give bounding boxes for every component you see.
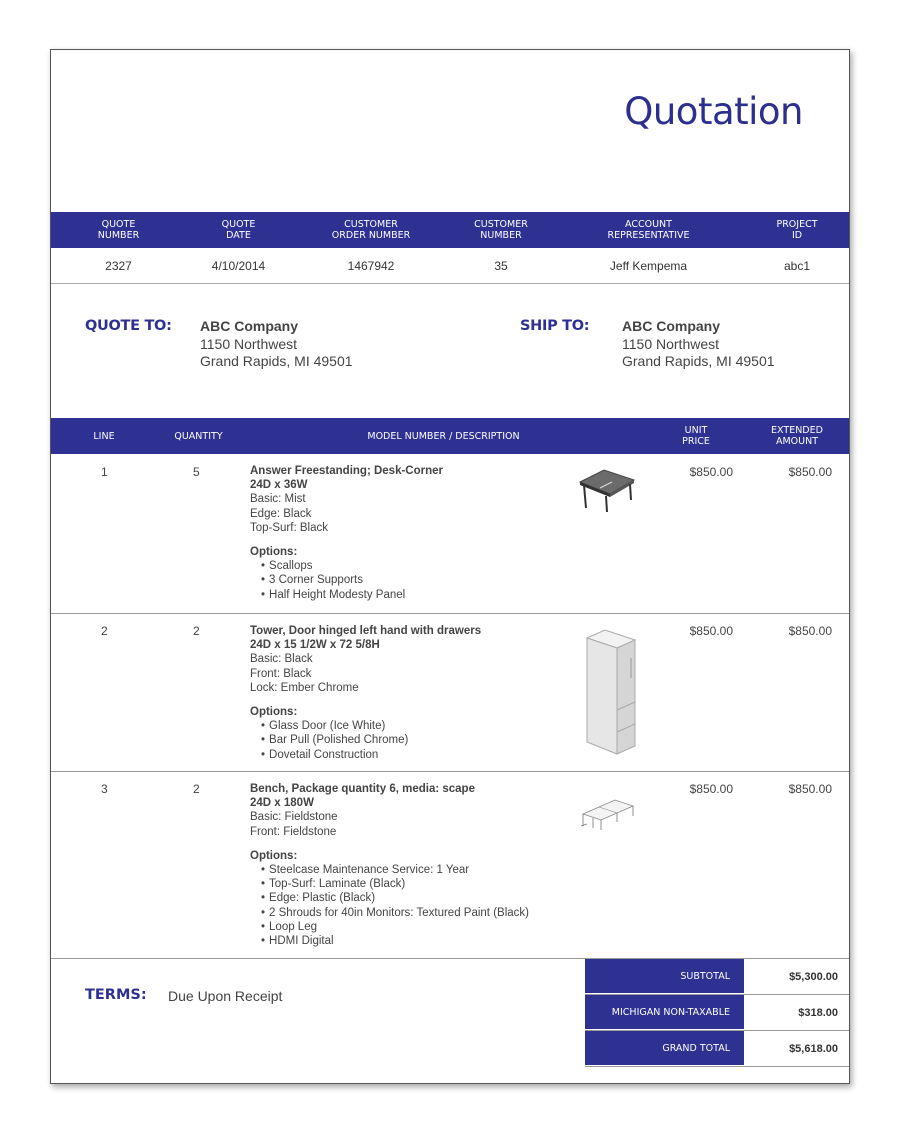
item-size: 24D x 15 1/2W x 72 5/8H — [250, 639, 380, 652]
unit-price: $850.00 — [689, 624, 733, 638]
col-quote-number: QUOTE NUMBER — [97, 219, 140, 241]
tax-value: $318.00 — [798, 1006, 838, 1019]
ship-to-street: 1150 Northwest — [622, 335, 720, 352]
item-spec: Basic: Black — [250, 653, 313, 666]
item-spec: Basic: Fieldstone — [250, 811, 338, 824]
option-item: • Top-Surf: Laminate (Black) — [261, 877, 529, 891]
tax-row — [585, 995, 849, 1031]
line-number: 1 — [101, 465, 108, 479]
quote-to-street: 1150 Northwest — [200, 335, 298, 352]
option-item: • Edge: Plastic (Black) — [261, 891, 529, 905]
extended-amount: $850.00 — [788, 624, 832, 638]
ship-to-city: Grand Rapids, MI 49501 — [622, 353, 775, 369]
quote-date-value: 4/10/2014 — [211, 258, 266, 273]
extended-amount: $850.00 — [788, 465, 832, 479]
col-description: MODEL NUMBER / DESCRIPTION — [367, 430, 520, 442]
col-quote-date: QUOTE DATE — [221, 219, 256, 241]
options-label: Options: — [250, 546, 298, 559]
option-item: • Glass Door (Ice White) — [261, 719, 481, 733]
grand-total-value: $5,618.00 — [789, 1042, 838, 1055]
subtotal-value: $5,300.00 — [789, 970, 838, 983]
option-item: • Steelcase Maintenance Service: 1 Year — [261, 863, 529, 877]
item-size: 24D x 36W — [250, 479, 308, 492]
line-number: 3 — [101, 782, 108, 796]
account-representative-value: Jeff Kempema — [609, 258, 688, 273]
subtotal-row — [585, 959, 849, 995]
option-item: • Loop Leg — [261, 920, 529, 934]
terms-label: TERMS: — [85, 987, 147, 1003]
option-item: • 3 Corner Supports — [261, 573, 443, 587]
items-header-bar — [51, 418, 849, 454]
line-quantity: 2 — [193, 782, 200, 796]
quote-to-city: Grand Rapids, MI 49501 — [200, 353, 353, 369]
item-spec: Edge: Black — [250, 507, 312, 520]
line-quantity: 5 — [193, 465, 200, 479]
col-unit-price: UNIT PRICE — [682, 425, 710, 447]
col-quantity: QUANTITY — [174, 430, 223, 442]
item-spec: Front: Black — [250, 667, 312, 680]
line-number: 2 — [101, 624, 108, 638]
quote-header-values — [51, 248, 849, 284]
page-title: Quotation — [624, 90, 803, 133]
option-item: • Bar Pull (Polished Chrome) — [261, 733, 481, 747]
subtotal-label: SUBTOTAL — [585, 959, 744, 994]
totals-table — [585, 959, 849, 1067]
project-id-value: abc1 — [783, 258, 811, 273]
col-account-representative: ACCOUNT REPRESENTATIVE — [607, 219, 690, 241]
item-size: 24D x 180W — [250, 797, 314, 810]
quote-header-bar — [51, 212, 849, 248]
col-extended-amount: EXTENDED AMOUNT — [771, 425, 823, 447]
options-list — [250, 863, 529, 948]
line-description — [250, 624, 481, 762]
customer-number-value: 35 — [494, 258, 508, 273]
quote-number-value: 2327 — [105, 258, 132, 273]
option-item: • HDMI Digital — [261, 934, 529, 948]
quote-to-address — [200, 318, 353, 371]
grand-total-row — [585, 1031, 849, 1067]
item-spec: Top-Surf: Black — [250, 521, 328, 534]
quote-to-label: QUOTE TO: — [85, 318, 172, 334]
options-label: Options: — [250, 849, 298, 862]
option-item: • Scallops — [261, 559, 443, 573]
options-list — [250, 719, 481, 762]
bench-image — [579, 796, 635, 832]
line-item — [51, 772, 849, 959]
options-label: Options: — [250, 706, 298, 719]
item-title: Tower, Door hinged left hand with drawers — [250, 625, 482, 637]
col-project-id: PROJECT ID — [776, 219, 818, 241]
tower-cabinet-image — [583, 628, 637, 760]
tax-label: MICHIGAN NON-TAXABLE — [585, 995, 744, 1030]
line-description — [250, 782, 529, 948]
quotation-document — [50, 49, 850, 1084]
grand-total-label: GRAND TOTAL — [585, 1031, 744, 1066]
item-spec: Front: Fieldstone — [250, 825, 337, 838]
quote-to-name: ABC Company — [200, 318, 299, 334]
col-customer-number: CUSTOMER NUMBER — [474, 219, 528, 241]
customer-order-number-value: 1467942 — [347, 258, 395, 273]
item-spec: Lock: Ember Chrome — [250, 681, 359, 694]
line-item — [51, 454, 849, 614]
item-title: Answer Freestanding; Desk-Corner — [250, 465, 443, 477]
unit-price: $850.00 — [689, 782, 733, 796]
col-line: LINE — [93, 430, 115, 442]
ship-to-name: ABC Company — [622, 318, 721, 334]
col-customer-order-number: CUSTOMER ORDER NUMBER — [331, 219, 411, 241]
line-quantity: 2 — [193, 624, 200, 638]
item-title: Bench, Package quantity 6, media: scape — [250, 783, 475, 795]
line-item — [51, 614, 849, 772]
ship-to-address — [622, 318, 775, 371]
terms-value: Due Upon Receipt — [168, 988, 283, 1004]
desk-corner-image — [576, 462, 638, 514]
extended-amount: $850.00 — [788, 782, 832, 796]
item-spec: Basic: Mist — [250, 493, 306, 506]
ship-to-label: SHIP TO: — [520, 318, 590, 334]
line-description — [250, 464, 443, 602]
option-item: • 2 Shrouds for 40in Monitors: Textured Paint (Black) — [261, 906, 529, 920]
options-list — [250, 559, 443, 602]
unit-price: $850.00 — [689, 465, 733, 479]
option-item: • Dovetail Construction — [261, 748, 481, 762]
option-item: • Half Height Modesty Panel — [261, 588, 443, 602]
